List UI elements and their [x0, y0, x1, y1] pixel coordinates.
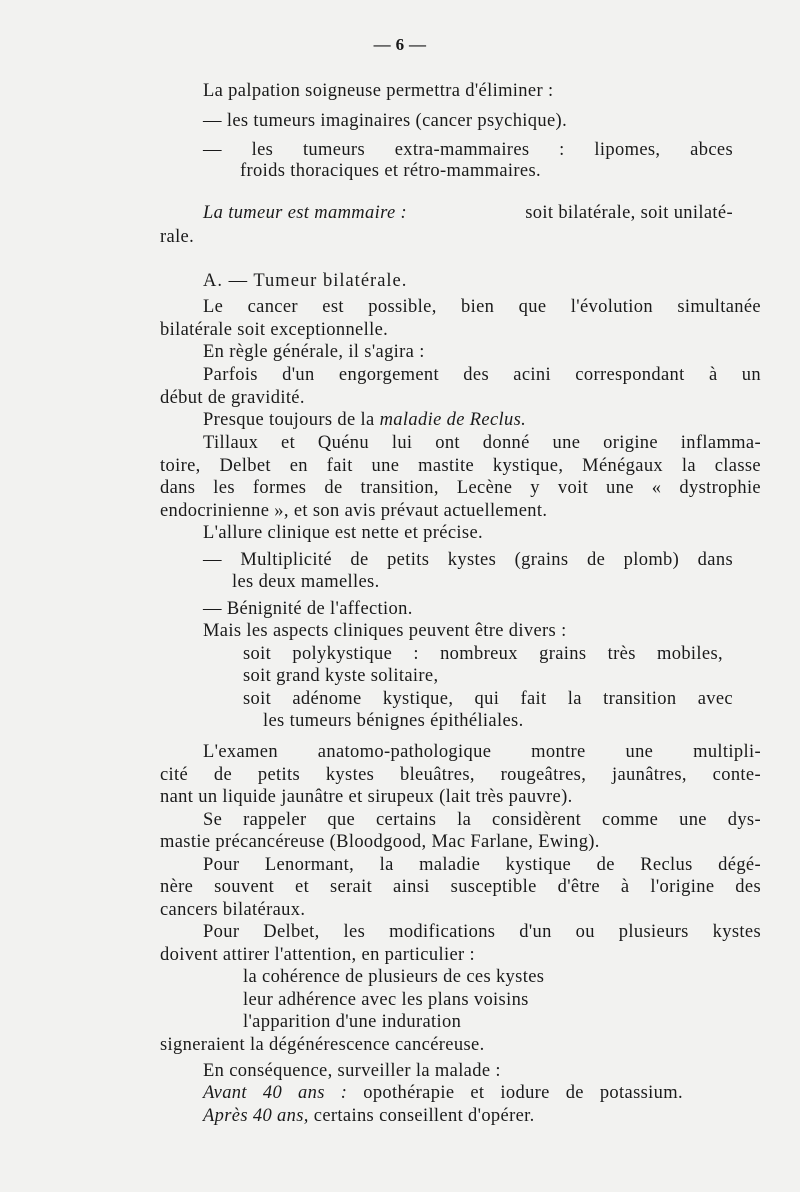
delbet-line-2: doivent attirer l'attention, en particulier :: [160, 945, 475, 965]
list2-item-1-cont: les deux mamelles.: [232, 572, 380, 592]
presque-line: [203, 409, 526, 431]
delbet-item-1: la cohérence de plusieurs de ces kystes: [243, 967, 545, 987]
list1-item-2: — les tumeurs extra-mammaires : lipomes, abces: [203, 140, 733, 160]
lenormant-line-1: Pour Lenormant, la maladie kystique de Reclus dégé-: [203, 855, 761, 875]
regle-line: En règle générale, il s'agira :: [203, 342, 425, 362]
mais-line: Mais les aspects cliniques peuvent être divers :: [203, 621, 567, 641]
consequence-line: En conséquence, surveiller la malade :: [203, 1061, 501, 1081]
tillaux-line-2: toire, Delbet en fait une mastite kystique, Ménégaux la classe: [160, 456, 761, 476]
maladie-de-reclus: maladie de Reclus.: [379, 410, 527, 430]
lenormant-line-3: cancers bilatéraux.: [160, 900, 306, 920]
intro-line: La palpation soigneuse permettra d'éliminer :: [203, 81, 554, 101]
allure-line: L'allure clinique est nette et précise.: [203, 523, 483, 543]
tumeur-mammaire-italic: La tumeur est mammaire :: [203, 203, 408, 223]
tumeur-mammaire-line: [203, 202, 733, 224]
delbet-line-1: Pour Delbet, les modifications d'un ou plusieurs kystes: [203, 922, 761, 942]
section-heading: A. — Tumeur bilatérale.: [203, 271, 408, 291]
examen-line-3: nant un liquide jaunâtre et sirupeux (lait très pauvre).: [160, 787, 573, 807]
examen-line-1: L'examen anatomo-pathologique montre une multipli-: [203, 742, 761, 762]
para1-line-1: Le cancer est possible, bien que l'évolution simultanée: [203, 297, 761, 317]
avant-rest: opothérapie et iodure de potassium.: [363, 1083, 683, 1103]
list2-item-2: — Bénignité de l'affection.: [203, 599, 413, 619]
list2-item-1: — Multiplicité de petits kystes (grains de plomb) dans: [203, 550, 733, 570]
para1-line-2: bilatérale soit exceptionnelle.: [160, 320, 389, 340]
presque-text: Presque toujours de la: [203, 410, 375, 430]
delbet-item-3: l'apparition d'une induration: [243, 1012, 462, 1032]
delbet-item-2: leur adhérence avec les plans voisins: [243, 990, 529, 1010]
lenormant-line-2: nère souvent et serait ainsi susceptible d'être à l'origine des: [160, 877, 761, 897]
tillaux-line-1: Tillaux et Quénu lui ont donné une origine inflamma-: [203, 433, 761, 453]
list1-item-1: — les tumeurs imaginaires (cancer psychique).: [203, 111, 568, 131]
signeraient-line: signeraient la dégénérescence cancéreuse.: [160, 1035, 485, 1055]
tillaux-line-4: endocrinienne », et son avis prévaut actuellement.: [160, 501, 548, 521]
parfois-line-1: Parfois d'un engorgement des acini correspondant à un: [203, 365, 761, 385]
examen-line-2: cité de petits kystes bleuâtres, rougeâtres, jaunâtres, conte-: [160, 765, 761, 785]
avant-line: [203, 1082, 683, 1104]
rappeler-line-2: mastie précancéreuse (Bloodgood, Mac Farlane, Ewing).: [160, 832, 600, 852]
aspect-3: soit adénome kystique, qui fait la transition avec: [243, 689, 733, 709]
aspect-1: soit polykystique : nombreux grains très mobiles,: [243, 644, 723, 664]
aspect-3-cont: les tumeurs bénignes épithéliales.: [263, 711, 524, 731]
tumeur-mammaire-cont: rale.: [160, 227, 195, 247]
avant-italic: Avant 40 ans :: [203, 1083, 348, 1103]
apres-italic: Après 40 ans,: [203, 1106, 309, 1126]
page-number: — 6 —: [373, 35, 427, 54]
rappeler-line-1: Se rappeler que certains la considèrent comme une dys-: [203, 810, 761, 830]
aspect-2: soit grand kyste solitaire,: [243, 666, 439, 686]
apres-rest: certains conseillent d'opérer.: [313, 1106, 535, 1126]
apres-line: [203, 1105, 535, 1127]
tillaux-line-3: dans les formes de transition, Lecène y voit une « dystrophie: [160, 478, 761, 498]
tumeur-mammaire-rest: soit bilatérale, soit unilaté-: [525, 203, 733, 223]
list1-item-2-cont: froids thoraciques et rétro-mammaires.: [240, 161, 541, 181]
parfois-line-2: début de gravidité.: [160, 388, 305, 408]
